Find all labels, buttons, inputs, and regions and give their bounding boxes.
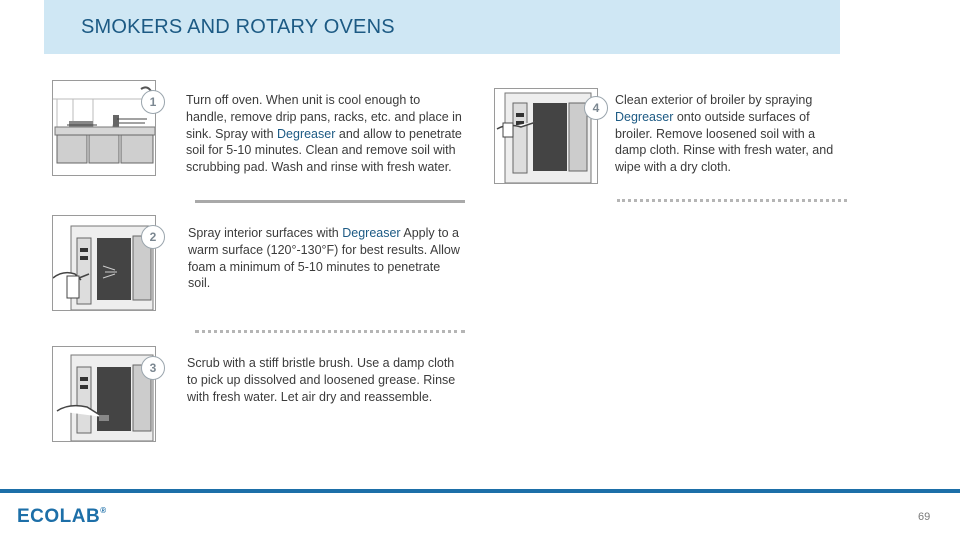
logo-text: ECOLAB: [17, 506, 101, 527]
step-2-text-end: Apply to a warm surface (120°-130°F) for best results. Allow foam a minimum of 5-10 minutes to penetrate soil.: [188, 226, 460, 291]
step-3-text: [187, 355, 465, 405]
page-title: SMOKERS AND ROTARY OVENS: [81, 16, 395, 38]
spray-oven-interior-illustration: [52, 215, 156, 311]
step-2-divider: [195, 330, 465, 333]
step-4-highlight: Degreaser: [615, 109, 674, 124]
step-1-divider: [195, 200, 465, 203]
step-2-badge: 2: [141, 225, 165, 249]
clean-exterior-illustration: [494, 88, 598, 184]
step-4-badge: 4: [584, 96, 608, 120]
footer-rule: [0, 489, 960, 493]
sink-pans-illustration: [52, 80, 156, 176]
step-4-divider: [617, 199, 847, 202]
step-2-text: [188, 225, 464, 292]
step-1-text-end: and allow to penetrate soil for 5-10 minutes. Clean and remove soil with scrubbing pad. Wash and rinse with fresh water.: [186, 126, 462, 175]
step-2-text-start: Spray interior surfaces with: [188, 226, 343, 240]
step-4-text-start: Clean exterior of broiler by spraying: [615, 93, 813, 107]
step-1-text-start: Turn off oven. When unit is cool enough to handle, remove drip pans, racks, etc. and place in sink. Spray with: [186, 93, 462, 141]
scrub-oven-illustration: [52, 346, 156, 442]
page-number: 69: [918, 511, 931, 523]
step-2-highlight: Degreaser: [342, 226, 401, 240]
step-1-text: [186, 92, 464, 176]
step-4-text-end: onto outside surfaces of broiler. Remove loosened soil with a damp cloth. Rinse with fresh water, and wipe with a dry cloth.: [615, 109, 834, 175]
step-1-badge: 1: [141, 90, 165, 114]
ecolab-logo: [17, 506, 107, 528]
step-4-text: [615, 92, 847, 176]
step-3-badge: 3: [141, 356, 165, 380]
step-3-text-start: Scrub with a stiff bristle brush. Use a damp cloth to pick up dissolved and loosened grease. Rinse with fresh water. Let air dry and reassemble.: [187, 356, 456, 404]
logo-registered-mark: ®: [100, 506, 107, 515]
step-1-highlight: Degreaser: [277, 126, 336, 141]
